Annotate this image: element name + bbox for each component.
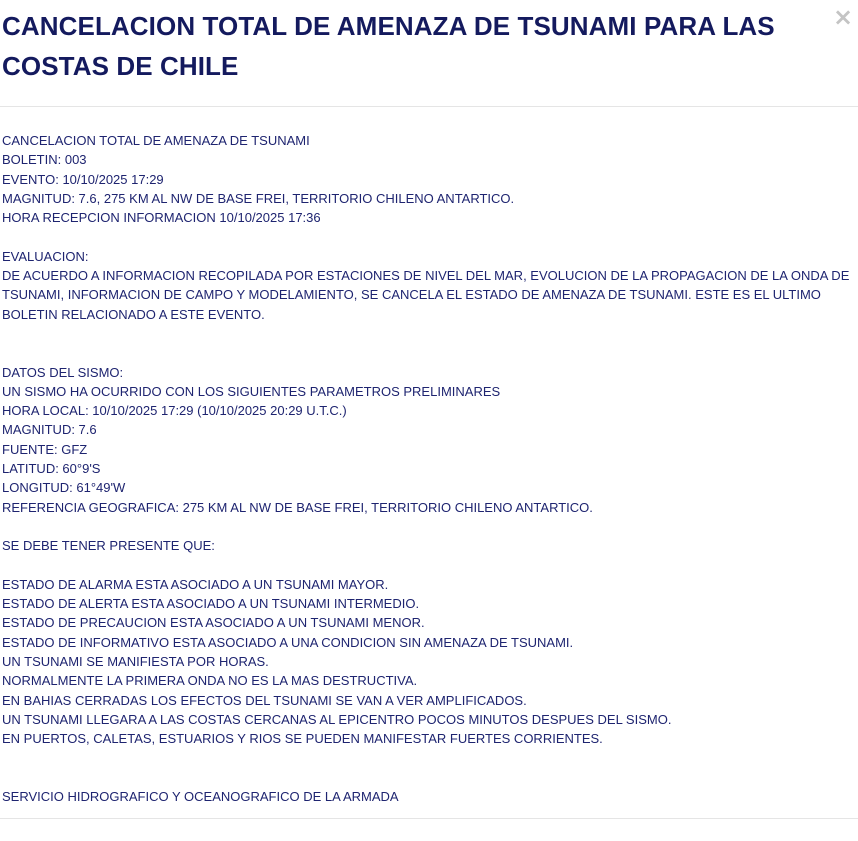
quake-source: FUENTE: GFZ xyxy=(2,441,88,457)
spacer xyxy=(2,324,852,343)
modal-header xyxy=(0,0,858,107)
bulletin-title-line: CANCELACION TOTAL DE AMENAZA DE TSUNAMI xyxy=(2,133,310,148)
reception-time: HORA RECEPCION INFORMACION 10/10/2025 17:36 xyxy=(2,210,321,226)
spacer xyxy=(2,749,852,768)
quake-intro: UN SISMO HA OCURRIDO CON LOS SIGUIENTES PARAMETROS PRELIMINARES xyxy=(2,383,501,399)
note-item: ESTADO DE PRECAUCION ESTA ASOCIADO A UN TSUNAMI MENOR. xyxy=(2,615,425,631)
spacer xyxy=(2,343,852,362)
bulletin-signature: SERVICIO HIDROGRAFICO Y OCEANOGRAFICO DE LA ARMADA xyxy=(2,789,399,805)
note-item: ESTADO DE ALERTA ESTA ASOCIADO A UN TSUNAMI INTERMEDIO. xyxy=(2,596,420,612)
bulletin-number: BOLETIN: 003 xyxy=(2,152,87,168)
quake-local-time: HORA LOCAL: 10/10/2025 17:29 (10/10/2025 20:29 U.T.C.) xyxy=(2,403,347,419)
evaluation-text: DE ACUERDO A INFORMACION RECOPILADA POR ESTACIONES DE NIVEL DEL MAR, EVOLUCION DE LA PROPAGACION DE LA ONDA DE TSUNAMI, INFORMACION DE CAMPO Y MODELAMIENTO, SE CANCELA EL ESTADO DE AMENAZA DE TSUNAMI. ESTE ES EL ULTIMO BOLETIN RELACIONADO A ESTE EVENTO. xyxy=(2,268,850,322)
event-magnitude: MAGNITUD: 7.6, 275 KM AL NW DE BASE FREI, TERRITORIO CHILENO ANTARTICO. xyxy=(2,190,515,206)
note-item: UN TSUNAMI LLEGARA A LAS COSTAS CERCANAS AL EPICENTRO POCOS MINUTOS DESPUES DEL SISMO. xyxy=(2,711,672,727)
bulletin-body xyxy=(2,131,852,806)
note-item: EN BAHIAS CERRADAS LOS EFECTOS DEL TSUNAMI SE VAN A VER AMPLIFICADOS. xyxy=(2,692,527,708)
spacer xyxy=(2,227,852,246)
note-item: ESTADO DE ALARMA ESTA ASOCIADO A UN TSUNAMI MAYOR. xyxy=(2,576,389,592)
quake-geo-reference: REFERENCIA GEOGRAFICA: 275 KM AL NW DE BASE FREI, TERRITORIO CHILENO ANTARTICO. xyxy=(2,499,593,515)
spacer xyxy=(2,517,852,536)
modal-title: CANCELACION TOTAL DE AMENAZA DE TSUNAMI PARA LAS COSTAS DE CHILE xyxy=(2,11,775,81)
note-item: UN TSUNAMI SE MANIFIESTA POR HORAS. xyxy=(2,654,269,670)
spacer xyxy=(2,556,852,575)
note-item: EN PUERTOS, CALETAS, ESTUARIOS Y RIOS SE PUEDEN MANIFESTAR FUERTES CORRIENTES. xyxy=(2,731,603,747)
event-time: EVENTO: 10/10/2025 17:29 xyxy=(2,171,164,187)
note-item: ESTADO DE INFORMATIVO ESTA ASOCIADO A UNA CONDICION SIN AMENAZA DE TSUNAMI. xyxy=(2,634,574,650)
quake-latitude: LATITUD: 60°9'S xyxy=(2,461,101,477)
quake-longitude: LONGITUD: 61°49'W xyxy=(2,480,126,496)
notes-heading: SE DEBE TENER PRESENTE QUE: xyxy=(2,538,215,554)
close-icon[interactable]: × xyxy=(832,3,854,31)
quake-heading: DATOS DEL SISMO: xyxy=(2,364,124,380)
quake-magnitude: MAGNITUD: 7.6 xyxy=(2,422,97,438)
spacer xyxy=(2,768,852,787)
evaluation-heading: EVALUACION: xyxy=(2,248,89,264)
note-item: NORMALMENTE LA PRIMERA ONDA NO ES LA MAS DESTRUCTIVA. xyxy=(2,673,418,689)
modal-footer-divider xyxy=(0,818,858,820)
